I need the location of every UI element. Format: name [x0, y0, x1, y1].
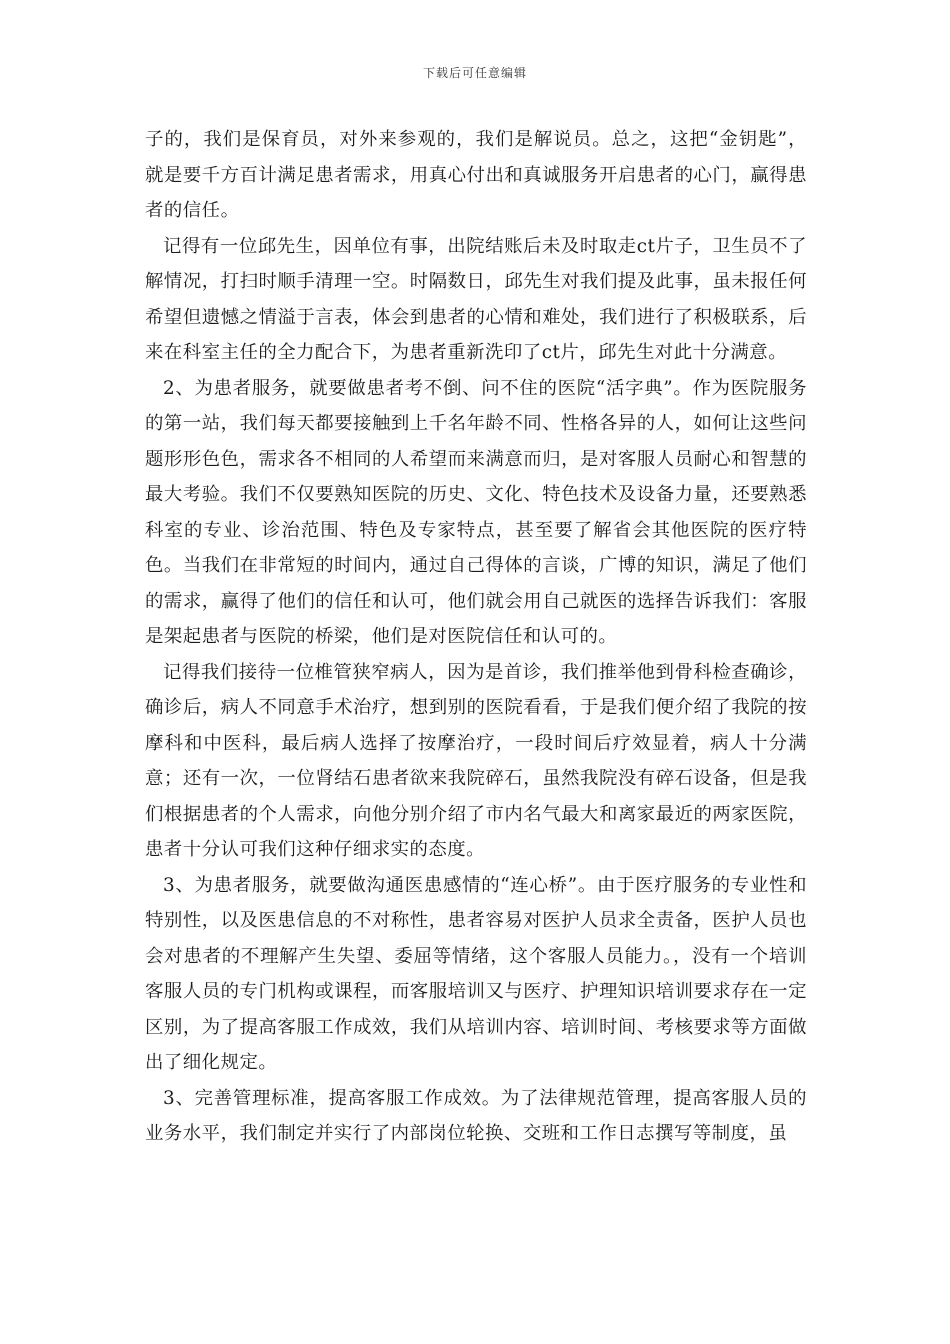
- paragraph-story-ct-film: 记得有一位邱先生，因单位有事，出院结账后未及时取走ct片子，卫生员不了解情况，打扫时顺手清理一空。时隔数日，邱先生对我们提及此事，虽未报任何希望但遗憾之情溢于言表，体会到患者的心情和难处，我们进行了积极联系，后来在科室主任的全力配合下，为患者重新洗印了ct片，邱先生对此十分满意。: [145, 235, 807, 363]
- paragraph-heart-bridge: 3、为患者服务，就要做沟通医患感情的“连心桥”。由于医疗服务的专业性和特别性，以及医患信息的不对称性，患者容易对医护人员求全责备，医护人员也会对患者的不理解产生失望、委屈等情绪，这个客服人员能力。，没有一个培训客服人员的专门机构或课程，而客服培训又与医疗、护理知识培训要求存在一定区别，为了提高客服工作成效，我们从培训内容、培训时间、考核要求等方面做出了细化规定。: [145, 874, 807, 1073]
- paragraph-story-spinal-stenosis: 记得我们接待一位椎管狭窄病人，因为是首诊，我们推举他到骨科检查确诊，确诊后，病人不同意手术治疗，想到别的医院看看，于是我们便介绍了我院的按摩科和中医科，最后病人选择了按摩治疗，一段时间后疗效显着，病人十分满意；还有一次，一位肾结石患者欲来我院碎石，虽然我院没有碎石设备，但是我们根据患者的个人需求，向他分别介绍了市内名气最大和离家最近的两家医院，患者十分认可我们这种仔细求实的态度。: [145, 661, 807, 860]
- paragraph-management-standards: 3、完善管理标准，提高客服工作成效。为了法律规范管理，提高客服人员的业务水平，我们制定并实行了内部岗位轮换、交班和工作日志撰写等制度，虽: [145, 1087, 807, 1144]
- paragraph-living-dictionary: 2、为患者服务，就要做患者考不倒、问不住的医院“活字典”。作为医院服务的第一站，我们每天都要接触到上千名年龄不同、性格各异的人，如何让这些问题形形色色，需求各不相同的人希望而来满意而归，是对客服人员耐心和智慧的最大考验。我们不仅要熟知医院的历史、文化、特色技术及设备力量，还要熟悉科室的专业、诊治范围、特色及专家特点，甚至要了解省会其他医院的医疗特色。当我们在非常短的时间内，通过自己得体的言谈，广博的知识，满足了他们的需求，赢得了他们的信任和认可，他们就会用自己就医的选择告诉我们：客服是架起患者与医院的桥梁，他们是对医院信任和认可的。: [145, 377, 807, 647]
- paragraph-continuation: 子的，我们是保育员，对外来参观的，我们是解说员。总之，这把“金钥匙”，就是要千方百计满足患者需求，用真心付出和真诚服务开启患者的心门，赢得患者的信任。: [145, 129, 807, 221]
- document-body: [145, 122, 807, 1152]
- page-header: 下载后可任意编辑: [422, 66, 527, 80]
